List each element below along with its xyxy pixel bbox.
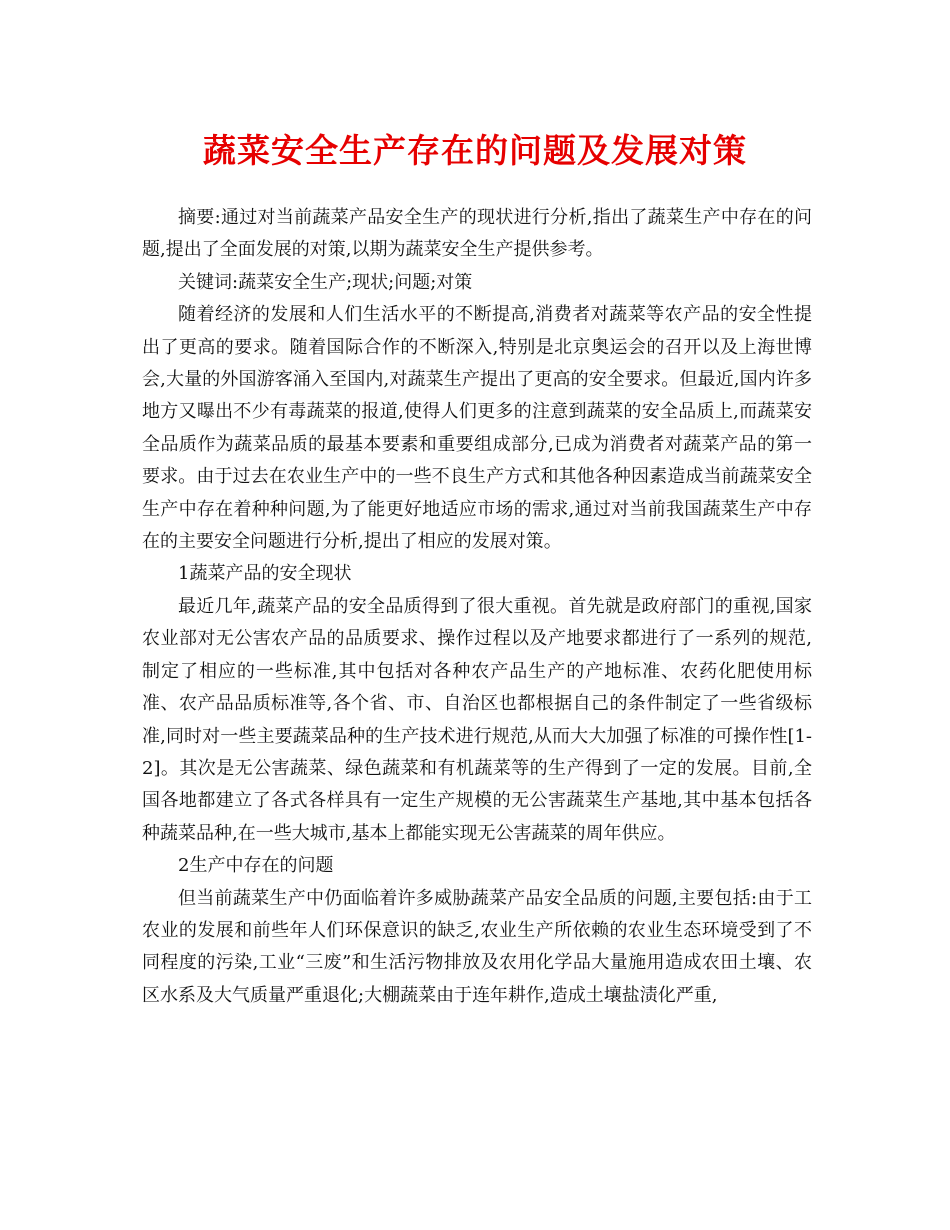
document-title: 蔬菜安全生产存在的问题及发展对策 xyxy=(203,131,747,170)
document-body xyxy=(142,202,812,1012)
keywords-paragraph: 关键词:蔬菜安全生产;现状;问题;对策 xyxy=(178,271,473,293)
intro-paragraph: 随着经济的发展和人们生活水平的不断提高,消费者对蔬菜等农产品的安全性提出了更高的要求。随着国际合作的不断深入,特别是北京奥运会的召开以及上海世博会,大量的外国游客涌入至国内,对蔬菜生产提出了更高的安全要求。但最近,国内许多地方又曝出不少有毒蔬菜的报道,使得人们更多的注意到蔬菜的安全品质上,而蔬菜安全品质作为蔬菜品质的最基本要素和重要组成部分,已成为消费者对蔬菜产品的第一要求。由于过去在农业生产中的一些不良生产方式和其他各种因素造成当前蔬菜安全生产中存在着种种问题,为了能更好地适应市场的需求,通过对当前我国蔬菜生产中存在的主要安全问题进行分析,提出了相应的发展对策。 xyxy=(142,304,812,553)
section-heading-1: 1蔬菜产品的安全现状 xyxy=(178,563,352,585)
abstract-paragraph: 摘要:通过对当前蔬菜产品安全生产的现状进行分析,指出了蔬菜生产中存在的问题,提出了全面发展的对策,以期为蔬菜安全生产提供参考。 xyxy=(142,207,812,261)
section-heading-2: 2生产中存在的问题 xyxy=(178,855,334,877)
section-2-paragraph: 但当前蔬菜生产中仍面临着许多威胁蔬菜产品安全品质的问题,主要包括:由于工农业的发展和前些年人们环保意识的缺乏,农业生产所依赖的农业生态环境受到了不同程度的污染,工业“三废”和生活污物排放及农用化学品大量施用造成农田土壤、农区水系及大气质量严重退化;大棚蔬菜由于连年耕作,造成土壤盐渍化严重, xyxy=(142,887,812,1006)
section-1-paragraph: 最近几年,蔬菜产品的安全品质得到了很大重视。首先就是政府部门的重视,国家农业部对无公害农产品的品质要求、操作过程以及产地要求都进行了一系列的规范,制定了相应的一些标准,其中包括对各种农产品生产的产地标准、农药化肥使用标准、农产品品质标准等,各个省、市、自治区也都根据自己的条件制定了一些省级标准,同时对一些主要蔬菜品种的生产技术进行规范,从而大大加强了标准的可操作性[1-2]。其次是无公害蔬菜、绿色蔬菜和有机蔬菜等的生产得到了一定的发展。目前,全国各地都建立了各式各样具有一定生产规模的无公害蔬菜生产基地,其中基本包括各种蔬菜品种,在一些大城市,基本上都能实现无公害蔬菜的周年供应。 xyxy=(142,595,812,844)
